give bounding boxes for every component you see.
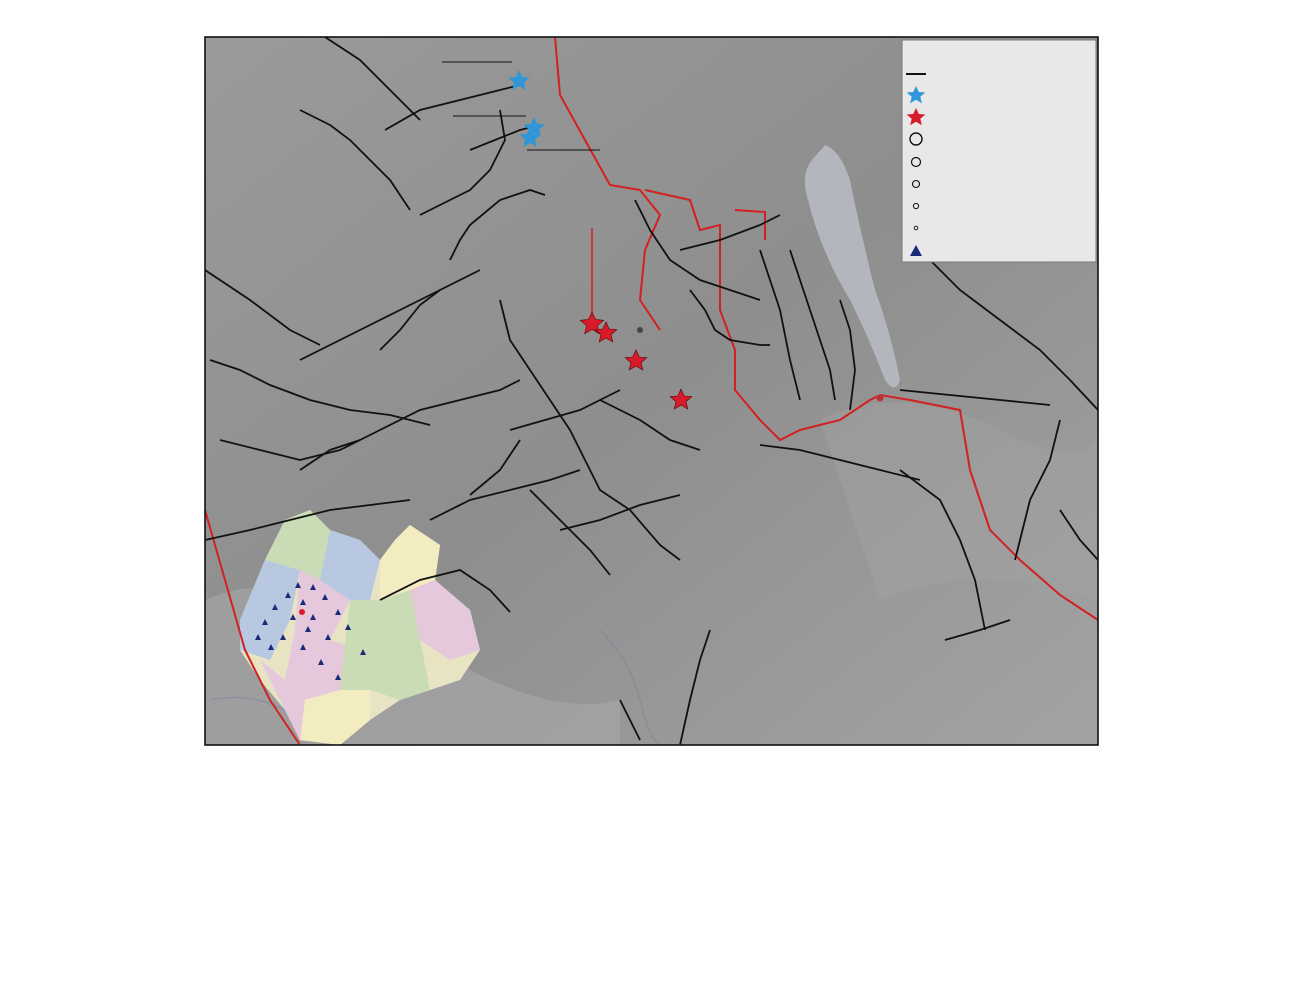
yangbi-marker	[637, 327, 643, 333]
dali-marker	[877, 395, 884, 402]
legend	[902, 40, 1096, 262]
caption-zh	[140, 778, 1260, 816]
caption-en	[155, 866, 1155, 901]
